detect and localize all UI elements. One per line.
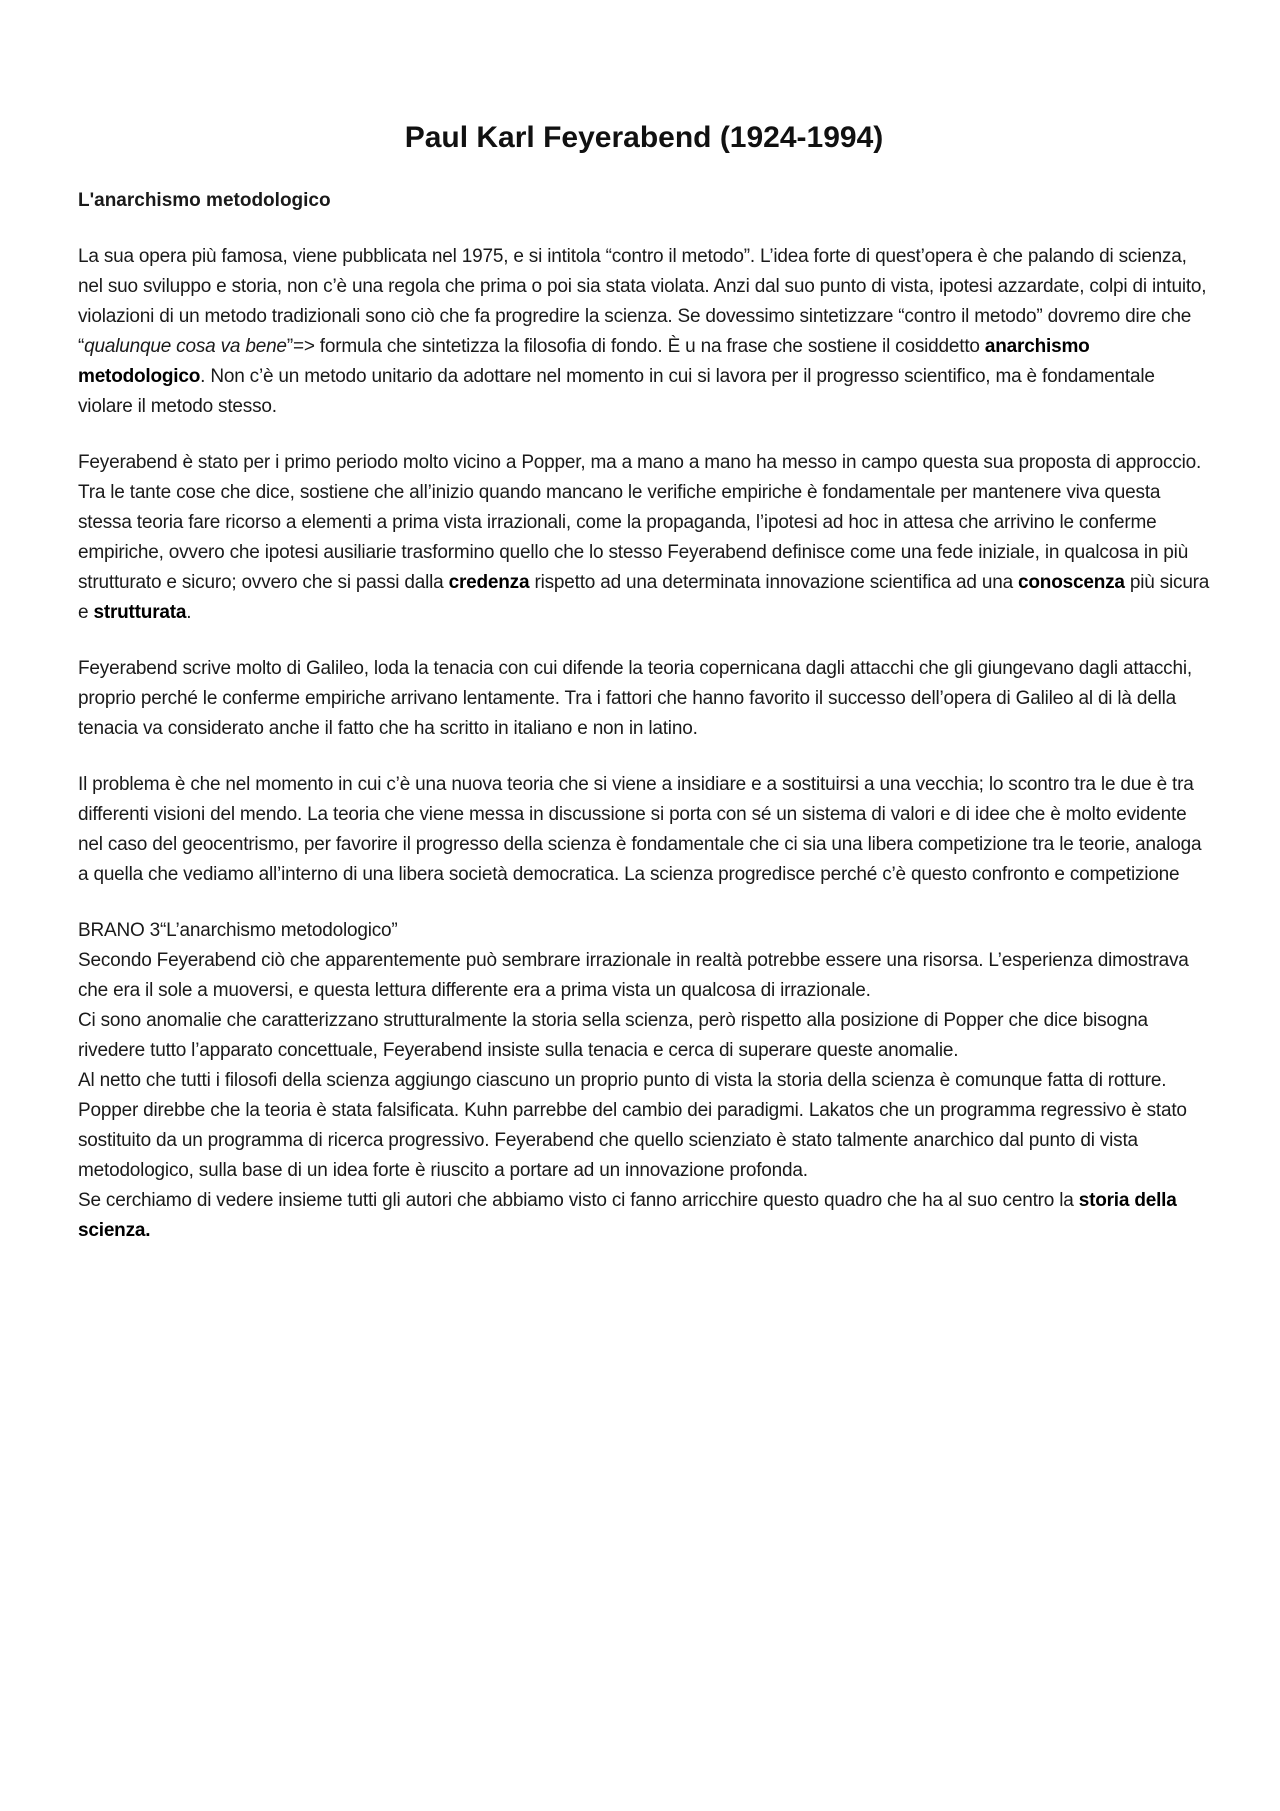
brano-line-3: Al netto che tutti i filosofi della scienza aggiungo ciascuno un proprio punto di vista la storia della scienza è comunque fatta di rotture. Popper direbbe che la teoria è stata falsificata. Kuhn parrebbe del cambio dei paradigmi. Lakatos che un programma regressivo è stato sostituito da un programma di ricerca progressivo. Feyerabend che quello scienziato è stato talmente anarchico dal punto di vista metodologico, sulla base di un idea forte è riuscito a portare ad un innovazione profonda. [78,1070,1187,1181]
paragraph-1-bold: anarchismo metodologico [78,336,1090,387]
paragraph-1-text-b: ”=> formula che sintetizza la filosofia di fondo. È u na frase che sostiene il cosiddetto [286,336,985,357]
brano-line-4-bold: storia della scienza. [78,1190,1177,1241]
paragraph-2-text-b: rispetto ad una determinata innovazione scientifica ad una [529,572,1019,593]
paragraph-2-bold-credenza: credenza [448,572,530,593]
paragraph-2-text-a: Feyerabend è stato per i primo periodo molto vicino a Popper, ma a mano a mano ha messo in campo questa sua proposta di approccio. Tra le tante cose che dice, sostiene che all’inizio quando mancano le verifiche empiriche è fondamentale per mantenere viva questa stessa teoria fare ricorso a elementi a prima vista irrazionali, come la propaganda, l’ipotesi ad hoc in attesa che arrivino le conferme empiriche, ovvero che ipotesi ausiliarie trasformino quello che lo stesso Feyerabend definisce come una fede iniziale, in qualcosa in più strutturato e sicuro; ovvero che si passi dalla [78,452,1202,593]
paragraph-2-text-c: più sicura e [78,572,1210,623]
page-title: Paul Karl Feyerabend (1924-1994) [404,121,884,154]
brano-line-4 [78,1186,1210,1246]
paragraph-1-text-c: . Non c’è un metodo unitario da adottare nel momento in cui si lavora per il progresso scientifico, ma è fondamentale violare il metodo stesso. [78,366,1155,417]
brano-line-4-text: Se cerchiamo di vedere insieme tutti gli autori che abbiamo visto ci fanno arricchire questo quadro che ha al suo centro la [78,1190,1079,1211]
brano-heading: BRANO 3“L’anarchismo metodologico” [78,920,398,941]
paragraph-2-bold-conoscenza: conoscenza [1018,572,1125,593]
paragraph-2-bold-strutturata: strutturata [93,602,187,623]
paragraph-1-text-a: La sua opera più famosa, viene pubblicata nel 1975, e si intitola “contro il metodo”. L’idea forte di quest’opera è che palando di scienza, nel suo sviluppo e storia, non c’è una regola che prima o poi sia stata violata. Anzi dal suo punto di vista, ipotesi azzardate, colpi di intuito, violazioni di un metodo tradizionali sono ciò che fa progredire la scienza. Se dovessimo sintetizzare “contro il metodo” dovremo dire che “ [78,246,1207,357]
section-heading: L'anarchismo metodologico [78,190,331,211]
paragraph-1-italic: qualunque cosa va bene [84,336,287,357]
paragraph-3: Feyerabend scrive molto di Galileo, loda la tenacia con cui difende la teoria copernicana dagli attacchi che gli giungevano dagli attacchi, proprio perché le conferme empiriche arrivano lentamente. Tra i fattori che hanno favorito il successo dell’opera di Galileo al di là della tenacia va considerato anche il fatto che ha scritto in italiano e non in latino. [78,658,1192,739]
paragraph-1 [78,242,1210,422]
paragraph-2 [78,448,1210,628]
brano-line-2: Ci sono anomalie che caratterizzano strutturalmente la storia sella scienza, però rispetto alla posizione di Popper che dice bisogna rivedere tutto l’apparato concettuale, Feyerabend insiste sulla tenacia e cerca di superare queste anomalie. [78,1010,1148,1061]
paragraph-4: Il problema è che nel momento in cui c’è una nuova teoria che si viene a insidiare e a sostituirsi a una vecchia; lo scontro tra le due è tra differenti visioni del mendo. La teoria che viene messa in discussione si porta con sé un sistema di valori e di idee che è molto evidente nel caso del geocentrismo, per favorire il progresso della scienza è fondamentale che ci sia una libera competizione tra le teorie, analoga a quella che vediamo all’interno di una libera società democratica. La scienza progredisce perché c’è questo confronto e competizione [78,774,1202,885]
brano-line-1: Secondo Feyerabend ciò che apparentemente può sembrare irrazionale in realtà potrebbe essere una risorsa. L’esperienza dimostrava che era il sole a muoversi, e questa lettura differente era a prima vista un qualcosa di irrazionale. [78,950,1189,1001]
paragraph-2-text-d: . [186,602,192,623]
brano-section [78,916,1210,1246]
document-page [78,118,1210,1246]
